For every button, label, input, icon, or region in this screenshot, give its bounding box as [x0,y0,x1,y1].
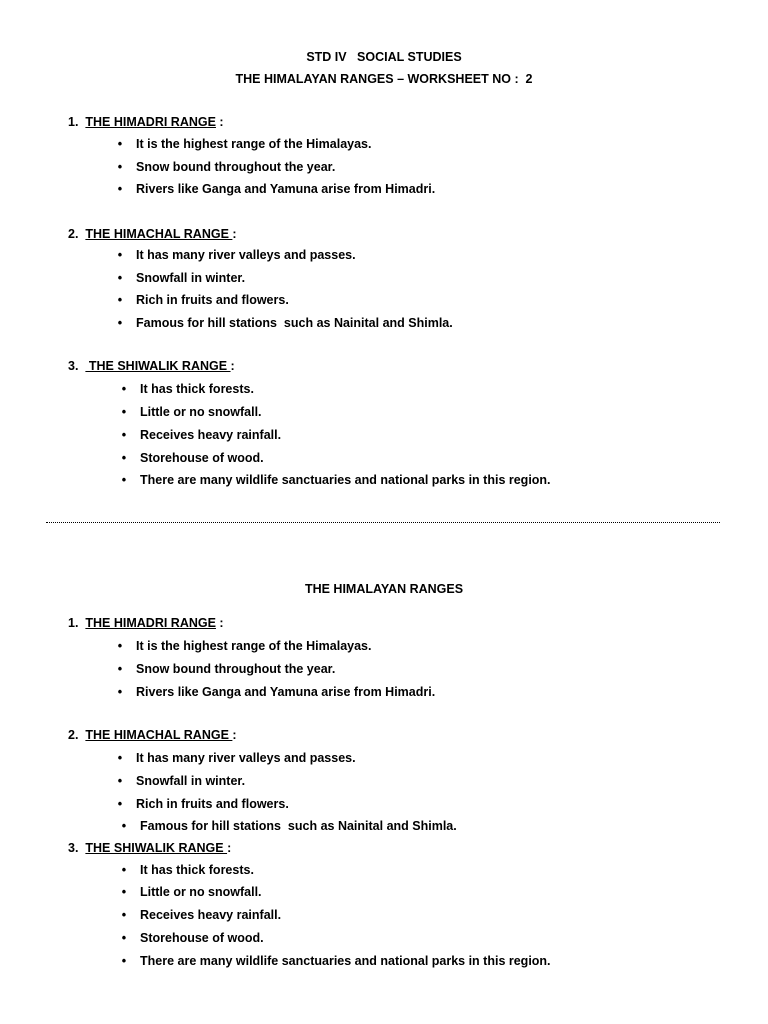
bullet-text: Receives heavy rainfall. [140,428,282,442]
bullet-text: Snowfall in winter. [136,774,246,788]
section-heading [68,727,237,743]
bullet-text: It has many river valleys and passes. [136,751,356,765]
bullet-icon: • [117,316,123,330]
section-title: THE HIMACHAL RANGE [85,227,233,241]
worksheet-subject-heading: STD IV SOCIAL STUDIES [306,50,462,64]
bullet-text: Rich in fruits and flowers. [136,293,289,307]
section-number: 2. [68,728,79,742]
bullet-text: Rivers like Ganga and Yamuna arise from Himadri. [136,685,436,699]
bullet-text: Snow bound throughout the year. [136,662,336,676]
bullet-icon: • [121,863,127,877]
section-heading [68,358,235,374]
section-title: THE HIMACHAL RANGE [85,728,233,742]
section-title: THE HIMADRI RANGE [85,115,216,129]
section-title: THE SHIWALIK RANGE [85,841,228,855]
bullet-icon: • [117,248,123,262]
bullet-icon: • [117,662,123,676]
bullet-text: There are many wildlife sanctuaries and national parks in this region. [140,954,551,968]
bullet-icon: • [117,774,123,788]
bullet-icon: • [121,908,127,922]
bullet-text: Snowfall in winter. [136,271,246,285]
bullet-text: It is the highest range of the Himalayas. [136,639,372,653]
bullet-icon: • [121,405,127,419]
bullet-icon: • [117,639,123,653]
bullet-icon: • [117,293,123,307]
bullet-text: Little or no snowfall. [140,405,262,419]
section-title: THE HIMADRI RANGE [85,616,216,630]
bullet-text: There are many wildlife sanctuaries and national parks in this region. [140,473,551,487]
bullet-text: It has thick forests. [140,863,254,877]
bullet-icon: • [121,473,127,487]
bullet-icon: • [121,954,127,968]
section-heading [68,226,237,242]
bullet-text: It has many river valleys and passes. [136,248,356,262]
bullet-icon: • [117,685,123,699]
bullet-icon: • [121,451,127,465]
section-number: 2. [68,227,79,241]
bullet-icon: • [121,931,127,945]
section-colon: : [230,359,235,373]
bullet-text: Famous for hill stations such as Nainital and Shimla. [140,819,457,833]
bullet-text: Little or no snowfall. [140,885,262,899]
section-number: 1. [68,115,79,129]
bullet-icon: • [121,819,127,833]
section-colon: : [227,841,232,855]
section-colon: : [215,115,224,129]
bullet-icon: • [121,428,127,442]
dotted-divider [46,522,720,523]
section-heading [68,114,224,130]
bullet-text: Famous for hill stations such as Nainital and Shimla. [136,316,453,330]
section-heading [68,615,224,631]
section-title: THE SHIWALIK RANGE [85,359,231,373]
bullet-icon: • [121,382,127,396]
bullet-icon: • [117,160,123,174]
bullet-text: It has thick forests. [140,382,254,396]
section-number: 1. [68,616,79,630]
section-colon: : [232,728,237,742]
bullet-icon: • [117,137,123,151]
bullet-icon: • [117,751,123,765]
bullet-icon: • [121,885,127,899]
bullet-text: Storehouse of wood. [140,451,264,465]
bullet-icon: • [117,271,123,285]
bullet-text: Rich in fruits and flowers. [136,797,289,811]
bullet-text: Storehouse of wood. [140,931,264,945]
section-heading [68,840,231,856]
worksheet-title: THE HIMALAYAN RANGES – WORKSHEET NO : 2 [235,72,533,86]
bullet-text: It is the highest range of the Himalayas. [136,137,372,151]
bullet-text: Rivers like Ganga and Yamuna arise from Himadri. [136,182,436,196]
bullet-text: Receives heavy rainfall. [140,908,282,922]
bullet-icon: • [117,182,123,196]
bullet-text: Snow bound throughout the year. [136,160,336,174]
section-number: 3. [68,841,79,855]
part-2-heading: THE HIMALAYAN RANGES [304,582,464,596]
bullet-icon: • [117,797,123,811]
section-colon: : [215,616,224,630]
section-colon: : [232,227,237,241]
section-number: 3. [68,359,79,373]
